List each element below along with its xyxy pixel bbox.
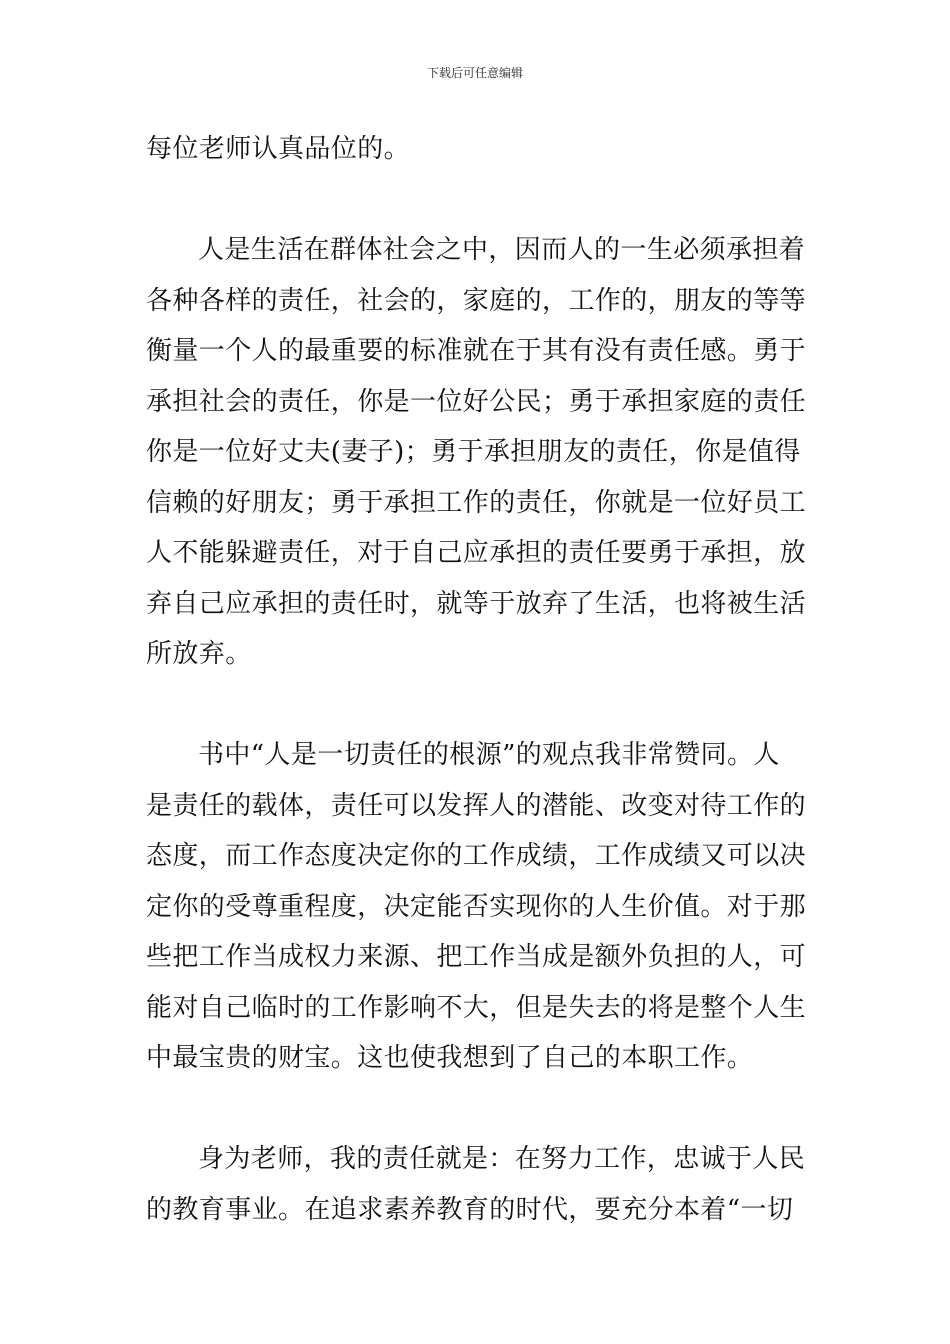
paragraph-gap	[146, 1084, 806, 1135]
text-line: 中最宝贵的财宝。这也使我想到了自己的本职工作。	[146, 1043, 754, 1073]
text-line: 定你的受尊重程度，决定能否实现你的人生价值。对于那	[146, 891, 807, 922]
text-line: 衡量一个人的最重要的标准就在于其有没有责任感。勇于	[146, 336, 807, 366]
text-line: 所放弃。	[146, 639, 252, 669]
text-line: 承担社会的责任，你是一位好公民；勇于承担家庭的责任	[146, 386, 807, 417]
text-line: 信赖的好朋友；勇于承担工作的责任，你就是一位好员工	[146, 487, 807, 518]
text-line: 你是一位好丈夫(妻子)；勇于承担朋友的责任，你是值得	[146, 437, 801, 467]
text-line: 能对自己临时的工作影响不大，但是失去的将是整个人生	[146, 992, 807, 1023]
text-line: 态度，而工作态度决定你的工作成绩，工作成绩又可以决	[146, 841, 807, 871]
text-line: 的教育事业。在追求素养教育的时代，要充分本着“一切	[146, 1194, 794, 1225]
paragraph-first-line: 身为老师，我的责任就是：在努力工作，忠诚于人民	[198, 1144, 806, 1174]
paragraph-first-line: 人是生活在群体社会之中，因而人的一生必须承担着	[198, 235, 806, 265]
text-line: 每位老师认真品位的。	[146, 134, 411, 164]
text-line: 人不能躲避责任，对于自己应承担的责任要勇于承担，放	[146, 538, 807, 568]
text-line: 些把工作当成权力来源、把工作当成是额外负担的人，可	[146, 942, 807, 972]
paragraph-gap	[146, 175, 806, 226]
paragraph-first-line: 书中“人是一切责任的根源”的观点我非常赞同。人	[198, 740, 780, 770]
document-body	[146, 124, 806, 1235]
text-line: 是责任的载体，责任可以发挥人的潜能、改变对待工作的	[146, 790, 807, 821]
text-line: 各种各样的责任，社会的，家庭的，工作的，朋友的等等	[146, 285, 807, 316]
header-note: 下载后可任意编辑	[426, 66, 523, 80]
text-line: 弃自己应承担的责任时，就等于放弃了生活，也将被生活	[146, 588, 807, 619]
paragraph-gap	[146, 680, 806, 731]
